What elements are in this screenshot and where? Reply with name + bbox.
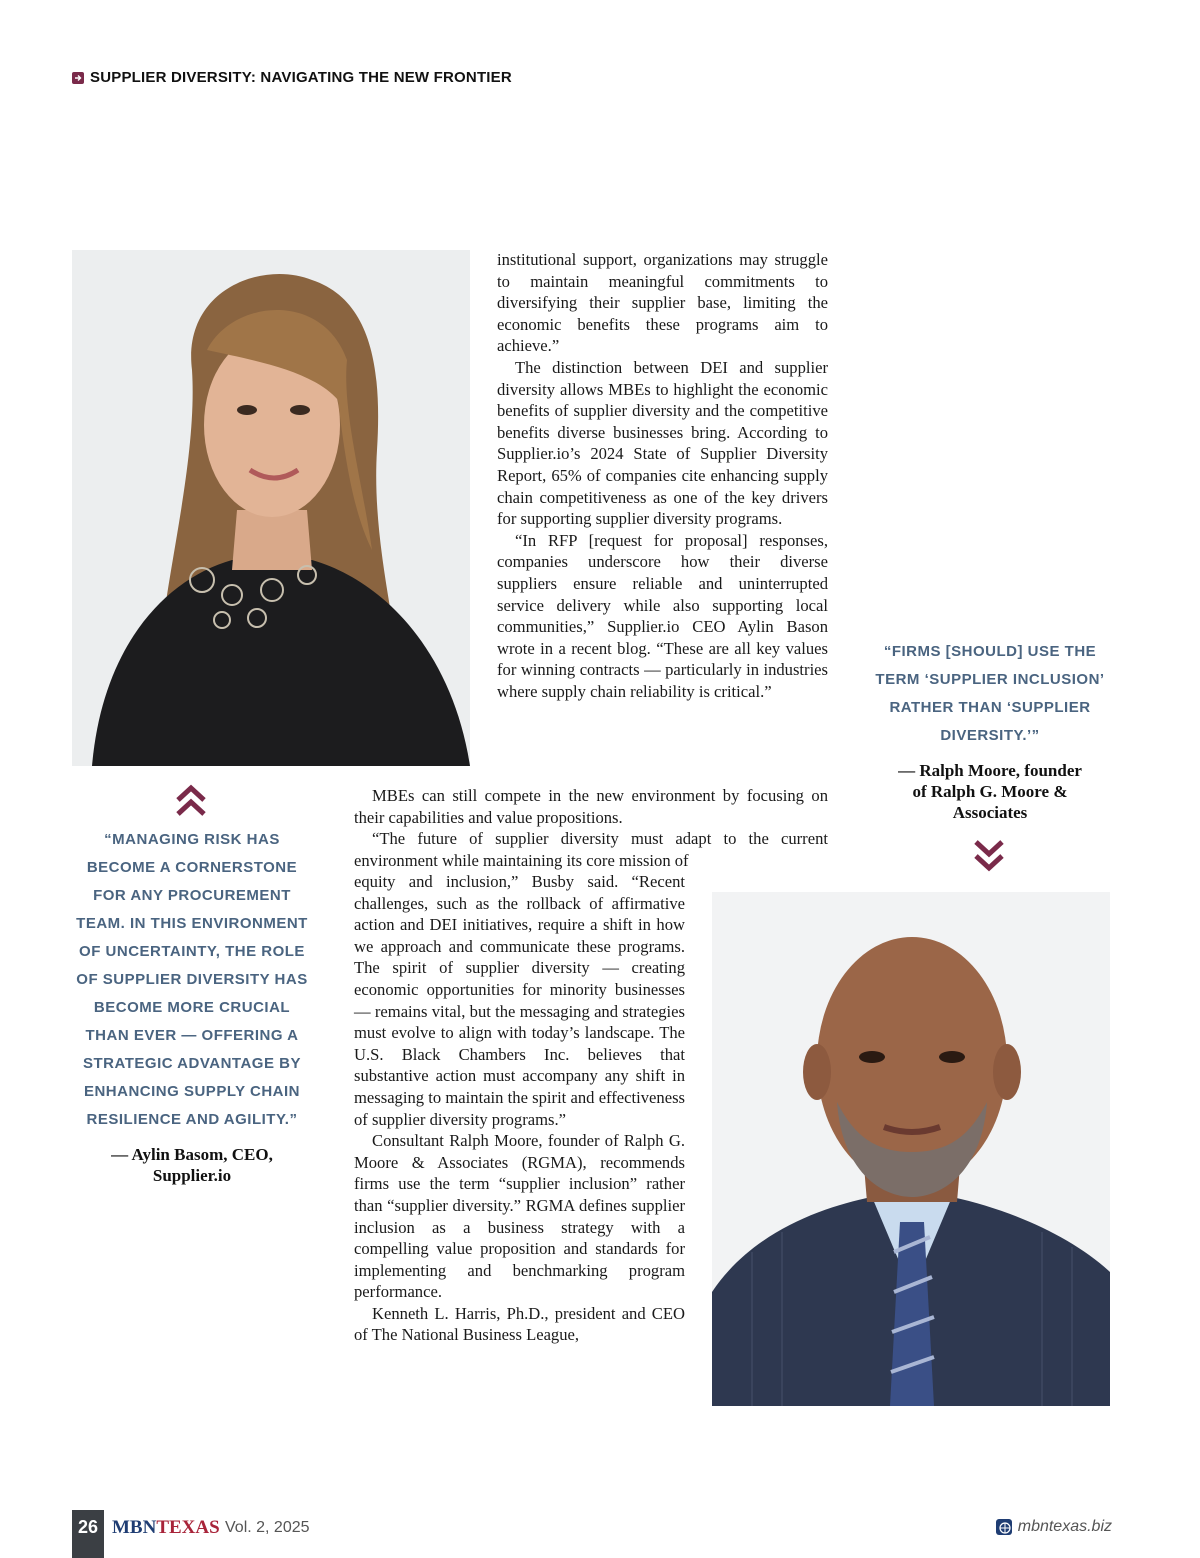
pull-quote-attribution xyxy=(72,1144,312,1186)
paragraph: institutional support, organizations may struggle to maintain meaningful commitments to diversifying their supplier base, limiting the economic benefits these programs aim to achieve.” xyxy=(497,250,828,356)
double-chevron-up-icon xyxy=(175,784,207,823)
brand-mbn: MBN xyxy=(112,1517,157,1538)
attribution-line: Associates xyxy=(952,803,1028,822)
site-link[interactable] xyxy=(996,1518,1112,1536)
section-header xyxy=(72,69,512,86)
attribution-line: of Ralph G. Moore & xyxy=(912,782,1068,801)
attribution-line: Supplier.io xyxy=(152,1166,232,1185)
pull-quote-left xyxy=(72,826,312,1186)
double-chevron-down-icon xyxy=(973,838,1005,877)
portrait-photo-ralph xyxy=(712,892,1110,1406)
brand-logo xyxy=(112,1517,220,1539)
globe-icon xyxy=(996,1519,1012,1535)
pull-quote-text: “FIRMS [SHOULD] USE THE TERM ‘SUPPLIER INCLUSION’ RATHER THAN ‘SUPPLIER DIVERSITY.’” xyxy=(875,643,1105,744)
article-column-wide xyxy=(354,785,828,871)
portrait-photo-aylin xyxy=(72,250,470,766)
pull-quote-right xyxy=(866,638,1114,823)
site-url[interactable]: mbntexas.biz xyxy=(1017,1518,1112,1535)
paragraph: The distinction between DEI and supplier diversity allows MBEs to highlight the economic benefits of supplier diversity and the competitive benefits diverse businesses bring. According to Supplier.io’s 2024 State of Supplier Diversity Report, 65% of companies cite enhancing supply chain competitiveness as one of the key drivers for supporting supplier diversity programs. xyxy=(497,357,828,529)
brand-texas: TEXAS xyxy=(156,1517,220,1538)
paragraph: “The future of supplier diversity must adapt to the current environment while maintaining its core mission of xyxy=(354,829,828,870)
attribution-line: — Ralph Moore, founder xyxy=(898,761,1082,780)
paragraph: MBEs can still compete in the new environment by focusing on their capabilities and value propositions. xyxy=(354,786,828,827)
paragraph: Consultant Ralph Moore, founder of Ralph G. Moore & Associates (RGMA), recommends firms use the term “supplier inclusion” rather than “supplier diversity.” RGMA defines supplier inclusion as a business strategy with a compelling value proposition and standards for implementing and benchmarking program performance. xyxy=(354,1131,685,1302)
pull-quote-text: “MANAGING RISK HAS BECOME A CORNERSTONE FOR ANY PROCUREMENT TEAM. IN THIS ENVIRONMENT OF UNCERTAINTY, THE ROLE OF SUPPLIER DIVERSITY HAS BECOME MORE CRUCIAL THAN EVER — OFFERING A STRATEGIC ADVANTAGE BY ENHANCING SUPPLY CHAIN RESILIENCE AND AGILITY.” xyxy=(76,831,308,1128)
paragraph: equity and inclusion,” Busby said. “Recent challenges, such as the rollback of affirmative action and DEI initiatives, require a shift in how we approach and communicate these programs. The spirit of supplier diversity — creating economic opportunities for minority businesses — remains vital, but the messaging and strategies must evolve to align with today’s landscape. The U.S. Black Chambers Inc. believes that substantive action must accompany any shift in messaging to maintain the spirit and effectiveness of supplier diversity programs.” xyxy=(354,872,685,1129)
attribution-line: — Aylin Basom, CEO, xyxy=(111,1145,273,1164)
article-column-bottom xyxy=(354,871,685,1346)
volume-label: Vol. 2, 2025 xyxy=(225,1519,310,1536)
paragraph: Kenneth L. Harris, Ph.D., president and CEO of The National Business League, xyxy=(354,1303,685,1345)
article-column-top xyxy=(497,249,828,702)
pull-quote-attribution xyxy=(866,760,1114,823)
section-title: SUPPLIER DIVERSITY: NAVIGATING THE NEW FRONTIER xyxy=(90,69,512,86)
page-footer xyxy=(0,1510,1200,1558)
arrow-right-icon xyxy=(72,72,84,84)
paragraph: “In RFP [request for proposal] responses, companies underscore how their diverse suppliers ensure reliable and uninterrupted service delivery while also supporting local communities,” Supplier.io CEO Aylin Bason wrote in a recent blog. “These are all key values for winning contracts — particularly in industries where supply chain reliability is critical.” xyxy=(497,530,828,701)
page-number: 26 xyxy=(77,1517,99,1537)
